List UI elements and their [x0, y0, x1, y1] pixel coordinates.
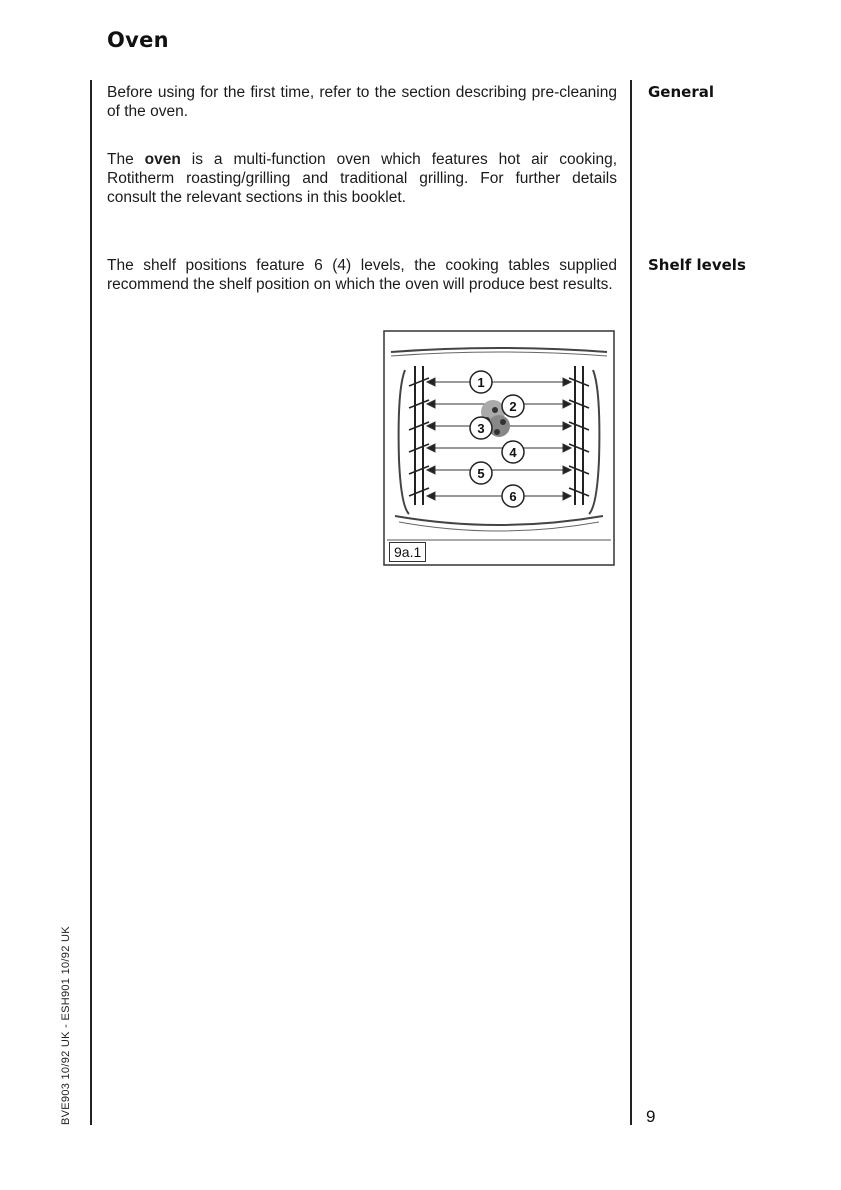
level-4-label: 4 [509, 445, 517, 460]
figure-caption: 9a.1 [389, 542, 426, 562]
left-margin-rule [90, 80, 92, 1125]
shelf-levels-heading: Shelf levels [648, 256, 746, 274]
general-paragraph-2-prefix: The [107, 151, 145, 168]
page-number: 9 [646, 1107, 656, 1126]
general-paragraph-1: Before using for the first time, refer to the section describing pre-cleaning of the oven. [107, 84, 617, 120]
level-6-label: 6 [509, 489, 517, 504]
right-column-rule [630, 80, 632, 1125]
level-1-marker [470, 371, 492, 393]
level-5-marker [470, 462, 492, 484]
page-title: Oven [107, 28, 169, 52]
oven-keyword: oven [144, 151, 181, 168]
level-3-marker [470, 417, 492, 439]
level-5-label: 5 [477, 466, 485, 481]
general-heading: General [648, 83, 714, 101]
shelf-levels-diagram [383, 330, 615, 566]
document-code: BVE903 10/92 UK - ESH901 10/92 UK [60, 926, 72, 1125]
level-2-marker [502, 395, 524, 417]
general-paragraph-2 [107, 150, 617, 207]
level-1-label: 1 [477, 375, 485, 390]
level-4-marker [502, 441, 524, 463]
general-paragraph-2-rest: is a multi-function oven which features hot air cooking, Rotitherm roasting/grilling and traditional grilling. For further details consult the relevant sections in this booklet. [107, 151, 618, 206]
level-2-label: 2 [509, 399, 517, 414]
shelf-levels-paragraph: The shelf positions feature 6 (4) levels, the cooking tables supplied recommend the shelf position on which the oven will produce best results. [107, 257, 617, 293]
level-6-marker [502, 485, 524, 507]
level-3-label: 3 [477, 421, 485, 436]
